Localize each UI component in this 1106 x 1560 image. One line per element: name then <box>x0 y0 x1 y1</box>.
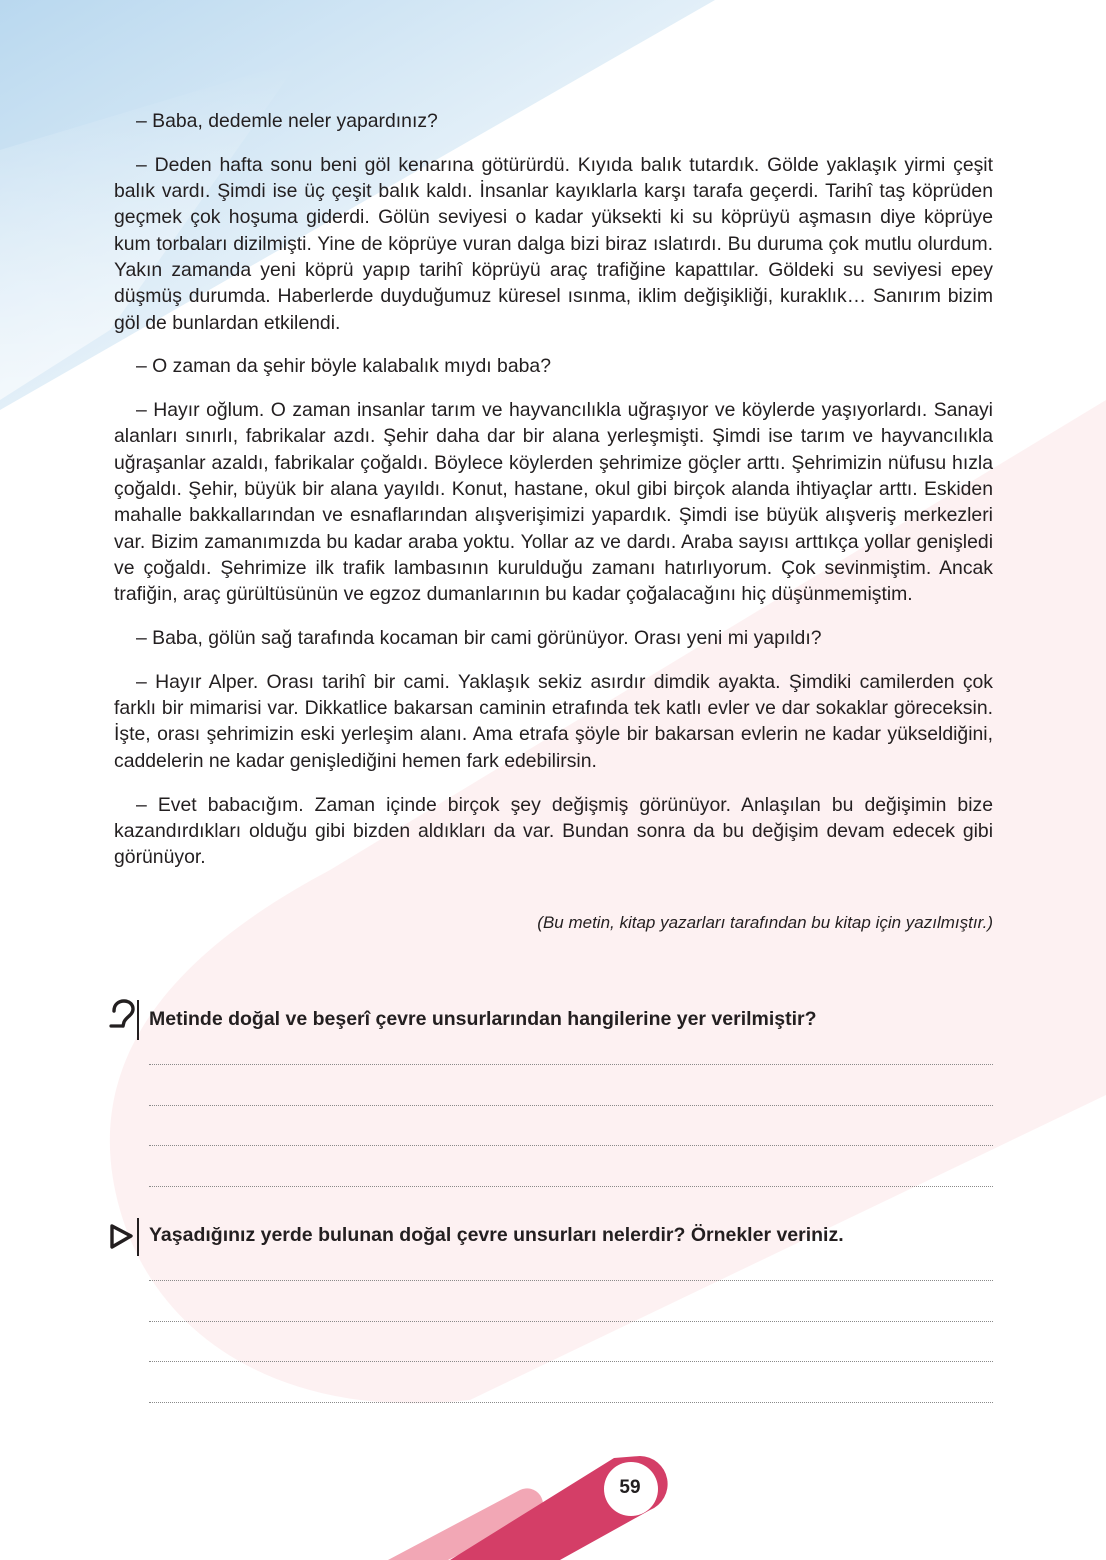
dialogue-paragraph: – Evet babacığım. Zaman içinde birçok şey değişmiş görünüyor. Anlaşılan bu değişimin bize kazandırdıkları olduğu gibi bizden aldıkları da var. Bundan sonra da bu değişim devam edecek gibi görünüyor. <box>114 793 993 869</box>
answer-line[interactable] <box>149 1362 993 1403</box>
question-mark-icon <box>107 998 141 1042</box>
answer-line[interactable] <box>149 1281 993 1322</box>
source-note: (Bu metin, kitap yazarları tarafından bu kitap için yazılmıştır.) <box>537 913 993 932</box>
dialogue-paragraph: – Baba, gölün sağ tarafında kocaman bir cami görünüyor. Orası yeni mi yapıldı? <box>136 627 822 650</box>
answer-lines[interactable] <box>149 1280 993 1403</box>
answer-line[interactable] <box>149 1322 993 1363</box>
question-2-text: Yaşadığınız yerde bulunan doğal çevre unsurları nelerdir? Örnekler veriniz. <box>149 1224 844 1246</box>
play-arrow-icon <box>107 1214 141 1258</box>
page-number: 59 <box>619 1477 641 1498</box>
question-1-text: Metinde doğal ve beşerî çevre unsurlarından hangilerine yer verilmiştir? <box>149 1008 817 1030</box>
answer-lines[interactable] <box>149 1064 993 1187</box>
dialogue-paragraph: – Deden hafta sonu beni göl kenarına götürürdü. Kıyıda balık tutardık. Gölde yaklaşık yirmi çeşit balık vardı. Şimdi ise üç çeşit balık kaldı. İnsanlar kayıklarla karşı tarafa geçerdi. Tarihî taş köprüden geçmek çok hoşuma giderdi. Gölün seviyesi o kadar yüksekti ki su köprüyü aşmasın diye köprüye kum torbaları dizilmişti. Yine de köprüye vuran dalga bizi biraz ıslatırdı. Bu duruma çok mutlu olurdum. Yakın zamanda yeni köprü yapıp tarihî köprüyü araç trafiğine kapattılar. Göldeki su seviyesi epey düşmüş durumda. Haberlerde duyduğumuz küresel ısınma, iklim değişikliği, kuraklık… Sanırım bizim göl de bunlardan etkilendi. <box>114 153 993 334</box>
dialogue-text <box>114 108 993 888</box>
answer-line[interactable] <box>149 1146 993 1187</box>
answer-line[interactable] <box>149 1065 993 1106</box>
answer-line[interactable] <box>149 1106 993 1147</box>
dialogue-paragraph: – O zaman da şehir böyle kalabalık mıydı baba? <box>136 355 551 378</box>
dialogue-paragraph: – Hayır oğlum. O zaman insanlar tarım ve hayvancılıkla uğraşıyor ve köylerde yaşıyorlardı. Sanayi alanları sınırlı, fabrikalar azdı. Şehir daha dar bir alana yerleşmişti. Şimdi ise tarım ve hayvancılıkla uğraşanlar azaldı, fabrikalar çoğaldı. Böylece köylerden şehrimize göçler arttı. Şehrimizin nüfusu hızla çoğaldı. Şehir, büyük bir alana yayıldı. Konut, hastane, okul gibi birçok alanda ihtiyaçlar arttı. Eskiden mahalle bakkallarından ve esnaflarından alışverişimizi yapardık. Şimdi ise büyük alışveriş merkezleri var. Bizim zamanımızda bu kadar araba yoktu. Yollar az ve dardı. Araba sayısı arttıkça yollar genişledi ve çoğaldı. Şehrimize ilk trafik lambasının kurulduğu zamanı hatırlıyorum. Çok sevinmiştim. Ancak trafiğin, araç gürültüsünün ve egzoz dumanlarının bu kadar çoğalacağını hiç düşünmemiştim. <box>114 399 993 606</box>
dialogue-paragraph: – Hayır Alper. Orası tarihî bir cami. Yaklaşık sekiz asırdır dimdik ayakta. Şimdiki camilerden çok farklı bir mimarisi var. Dikkatlice bakarsan caminin etrafında tek katlı evler ve dar sokaklar göreceksin. İşte, orası şehrimizin eski yerleşim alanı. Ama etrafa şöyle bir bakarsan evlerin ne kadar yükseldiğini, caddelerin ne kadar genişlediğini hemen fark edebilirsin. <box>114 670 993 772</box>
dialogue-paragraph: – Baba, dedemle neler yapardınız? <box>136 110 438 132</box>
